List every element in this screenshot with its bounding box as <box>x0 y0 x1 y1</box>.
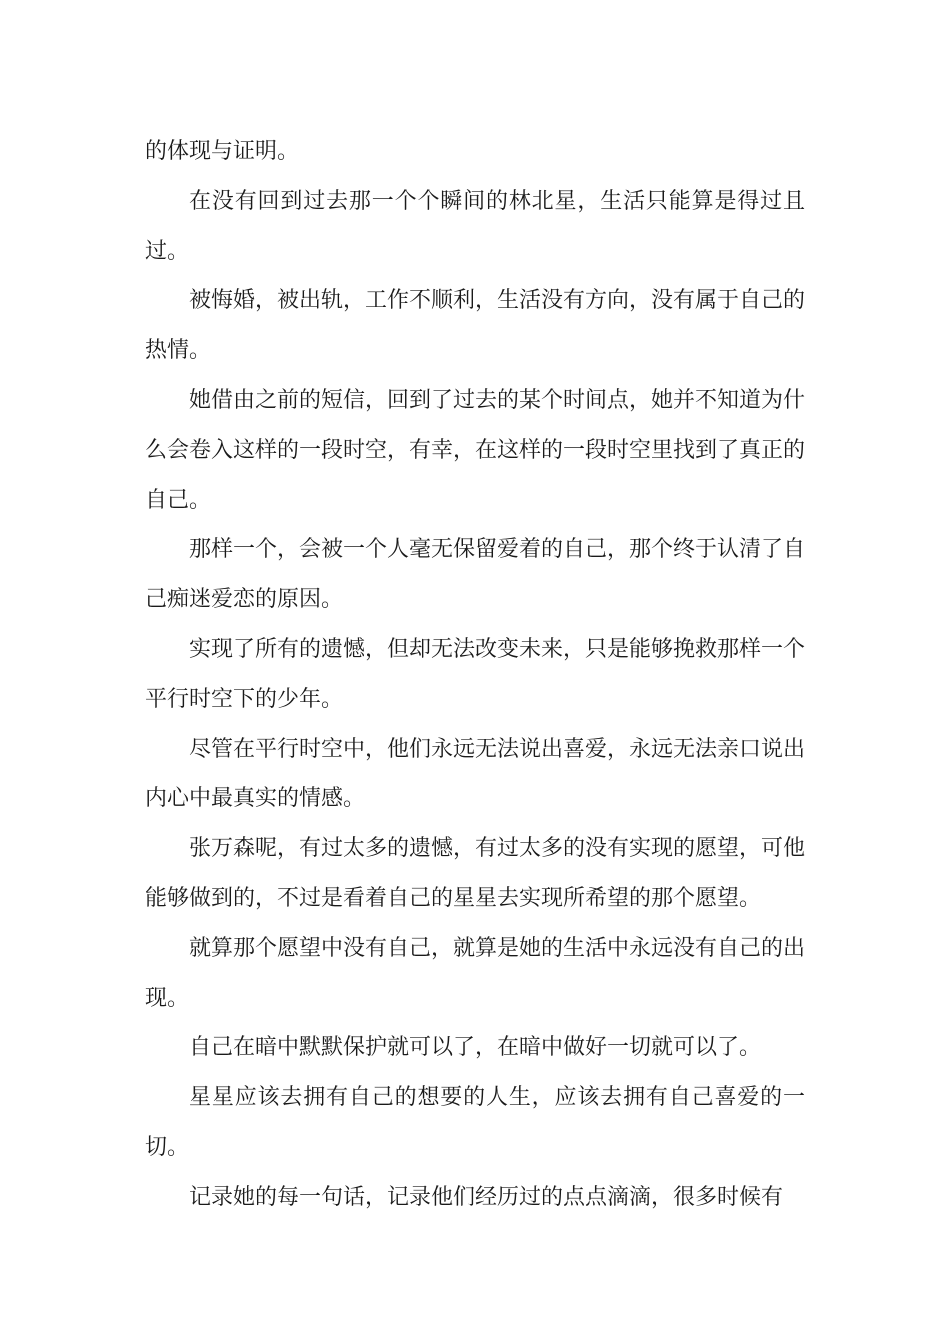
paragraph-continuation: 的体现与证明。 <box>145 139 300 164</box>
paragraph: 尽管在平行时空中，他们永远无法说出喜爱，永远无法亲口说出内心中最真实的情感。 <box>145 736 806 812</box>
paragraph: 在没有回到过去那一个个瞬间的林北星，生活只能算是得过且过。 <box>145 188 805 264</box>
paragraph: 那样一个，会被一个人毫无保留爱着的自己，那个终于认清了自己痴迷爱恋的原因。 <box>145 537 806 613</box>
paragraph: 星星应该去拥有自己的想要的人生，应该去拥有自己喜爱的一切。 <box>145 1085 805 1160</box>
paragraph: 自己在暗中默默保护就可以了，在暗中做好一切就可以了。 <box>189 1035 762 1061</box>
paragraph: 张万森呢，有过太多的遗憾，有过太多的没有实现的愿望，可他能够做到的，不过是看着自己的星星去实现所希望的那个愿望。 <box>145 836 806 911</box>
body-text <box>145 127 805 1223</box>
paragraph: 被悔婚，被出轨，工作不顺利，生活没有方向，没有属于自己的热情。 <box>145 288 806 364</box>
paragraph: 实现了所有的遗憾，但却无法改变未来，只是能够挽救那样一个平行时空下的少年。 <box>145 636 806 712</box>
paragraph: 她借由之前的短信，回到了过去的某个时间点，她并不知道为什么会卷入这样的一段时空，有幸，在这样的一段时空里找到了真正的自己。 <box>145 387 806 513</box>
paragraph: 就算那个愿望中没有自己，就算是她的生活中永远没有自己的出现。 <box>145 935 806 1011</box>
paragraph-truncated: 记录她的每一句话，记录他们经历过的点点滴滴，很多时候有 <box>189 1184 784 1210</box>
